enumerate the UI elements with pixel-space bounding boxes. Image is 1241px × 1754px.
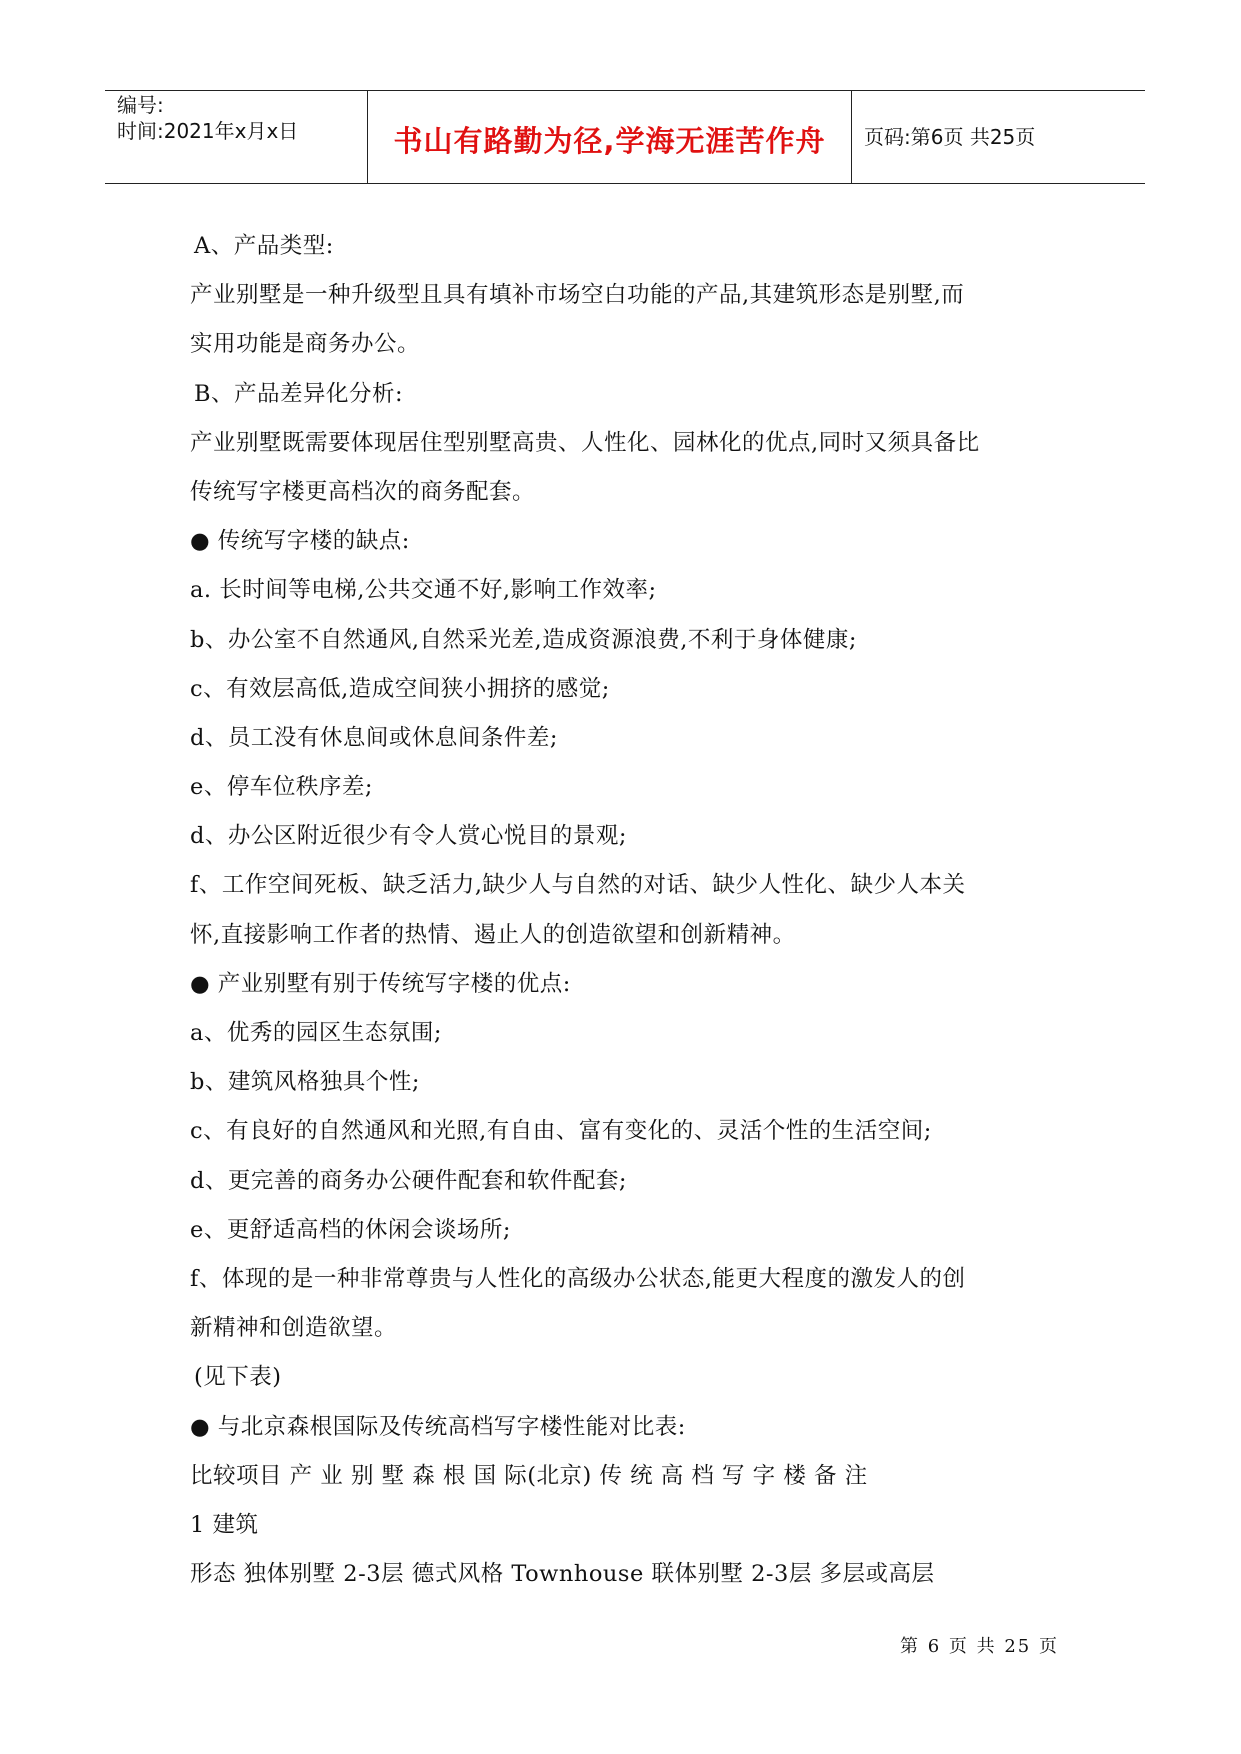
list-item-continuation: 怀,直接影响工作者的热情、遏止人的创造欲望和创新精神。 (190, 921, 796, 948)
comparison-table-row-label: 1 建筑 (190, 1511, 259, 1538)
list-item: e、更舒适高档的休闲会谈场所; (190, 1216, 511, 1243)
header-motto-cell (368, 91, 852, 183)
paragraph-line: 产业别墅既需要体现居住型别墅高贵、人性化、园林化的优点,同时又须具备比 (190, 429, 980, 456)
list-item: f、体现的是一种非常尊贵与人性化的高级办公状态,能更大程度的激发人的创 (190, 1265, 966, 1292)
list-item: c、有良好的自然通风和光照,有自由、富有变化的、灵活个性的生活空间; (190, 1118, 932, 1145)
header-motto: 书山有路勤为径,学海无涯苦作舟 (393, 124, 826, 158)
list-item: b、办公室不自然通风,自然采光差,造成资源浪费,不利于身体健康; (190, 626, 857, 653)
section-heading-product-type: A、产品类型: (194, 233, 334, 259)
page-footer: 第 6 页 共 25 页 (900, 1636, 1059, 1657)
header-page-info: 页码:第6页 共25页 (864, 125, 1036, 149)
bullet-heading: ● 产业别墅有别于传统写字楼的优点: (190, 970, 571, 997)
list-item: f、工作空间死板、缺乏活力,缺少人与自然的对话、缺少人性化、缺少人本关 (190, 872, 966, 899)
list-item: d、办公区附近很少有令人赏心悦目的景观; (190, 823, 627, 850)
header-info-cell (105, 91, 368, 183)
list-item: a、优秀的园区生态氛围; (190, 1020, 442, 1046)
list-item: e、停车位秩序差; (190, 774, 373, 801)
comparison-table-header: 比较项目 产 业 别 墅 森 根 国 际(北京) 传 统 高 档 写 字 楼 备 注 (190, 1462, 868, 1489)
document-body (190, 222, 1070, 1599)
paragraph-line: 传统写字楼更高档次的商务配套。 (190, 478, 536, 505)
paragraph-line: 实用功能是商务办公。 (190, 331, 421, 358)
bullet-heading: ● 与北京森根国际及传统高档写字楼性能对比表: (190, 1413, 686, 1440)
document-number-label: 编号: (117, 93, 164, 117)
comparison-table-row: 形态 独体别墅 2-3层 德式风格 Townhouse 联体别墅 2-3层 多层或高层 (190, 1561, 935, 1588)
list-item: a. 长时间等电梯,公共交通不好,影响工作效率; (190, 577, 657, 604)
list-item: b、建筑风格独具个性; (190, 1069, 420, 1096)
section-heading-differentiation: B、产品差异化分析: (194, 380, 404, 407)
page-header (105, 90, 1145, 184)
list-item-continuation: 新精神和创造欲望。 (190, 1315, 398, 1342)
list-item: c、有效层高低,造成空间狭小拥挤的感觉; (190, 675, 610, 702)
see-table-note: (见下表) (194, 1364, 282, 1391)
header-page-cell (852, 91, 1145, 183)
list-item: d、员工没有休息间或休息间条件差; (190, 724, 558, 751)
document-time-label: 时间:2021年x月x日 (117, 119, 299, 143)
bullet-heading: ● 传统写字楼的缺点: (190, 528, 410, 555)
paragraph-line: 产业别墅是一种升级型且具有填补市场空白功能的产品,其建筑形态是别墅,而 (190, 282, 965, 309)
list-item: d、更完善的商务办公硬件配套和软件配套; (190, 1167, 627, 1194)
